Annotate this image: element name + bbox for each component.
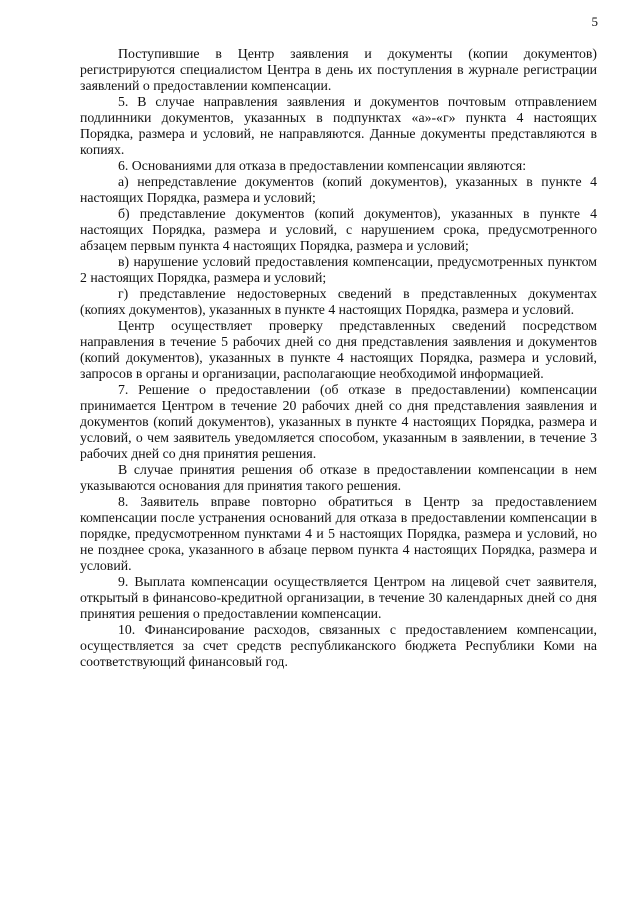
paragraph-item-8: 8. Заявитель вправе повторно обратиться в Центр за предоставлением компенсации после устранения оснований для отказа в предоставлении компенсации в порядке, предусмотренном пунктами 4 и 5 настоящих Порядка, размера и условий, но не позднее срока, указанного в абзаце первом пункта 4 настоящих Порядка, размера и условий.: [80, 494, 597, 573]
paragraph-item-6v: в) нарушение условий предоставления компенсации, предусмотренных пунктом 2 настоящих Порядка, размера и условий;: [80, 254, 597, 285]
paragraph-verification: Центр осуществляет проверку представленных сведений посредством направления в течение 5 рабочих дней со дня представления заявления и документов (копий документов), указанных в пункте 4 настоящих Порядка, размера и условий, запросов в органы и организации, располагающие необходимой информацией.: [80, 318, 597, 381]
paragraph-item-7: 7. Решение о предоставлении (об отказе в предоставлении) компенсации принимается Центром в течение 20 рабочих дней со дня представления заявления и документов (копий документов), указанных в пункте 4 настоящих Порядка, размера и условий, о чем заявитель уведомляется способом, указанным в заявлении, в течение 3 рабочих дней со дня принятия решения.: [80, 382, 597, 461]
paragraph-item-5: 5. В случае направления заявления и документов почтовым отправлением подлинники документов, указанных в подпунктах «а»-«г» пункта 4 настоящих Порядка, размера и условий, не направляются. Данные документы представляются в копиях.: [80, 94, 597, 157]
paragraph-item-6b: б) представление документов (копий документов), указанных в пункте 4 настоящих Порядка, размера и условий, с нарушением срока, предусмотренного абзацем первым пункта 4 настоящих Порядка, размера и условий;: [80, 206, 597, 253]
paragraph-item-10: 10. Финансирование расходов, связанных с предоставлением компенсации, осуществляется за счет средств республиканского бюджета Республики Коми на соответствующий финансовый год.: [80, 622, 597, 669]
document-body: [80, 46, 597, 670]
paragraph-item-6g: г) представление недостоверных сведений в представленных документах (копиях документов), указанных в пункте 4 настоящих Порядка, размера и условий.: [80, 286, 597, 317]
paragraph-item-9: 9. Выплата компенсации осуществляется Центром на лицевой счет заявителя, открытый в финансово-кредитной организации, в течение 30 календарных дней со дня принятия решения о предоставлении компенсации.: [80, 574, 597, 621]
paragraph-refusal-grounds: В случае принятия решения об отказе в предоставлении компенсации в нем указываются основания для принятия такого решения.: [80, 462, 597, 493]
paragraph-item-6a: а) непредставление документов (копий документов), указанных в пункте 4 настоящих Порядка, размера и условий;: [80, 174, 597, 205]
paragraph-registration: Поступившие в Центр заявления и документы (копии документов) регистрируются специалистом Центра в день их поступления в журнале регистрации заявлений о предоставлении компенсации.: [80, 46, 597, 93]
paragraph-item-6: 6. Основаниями для отказа в предоставлении компенсации являются:: [118, 158, 527, 173]
page-number: 5: [591, 14, 598, 29]
